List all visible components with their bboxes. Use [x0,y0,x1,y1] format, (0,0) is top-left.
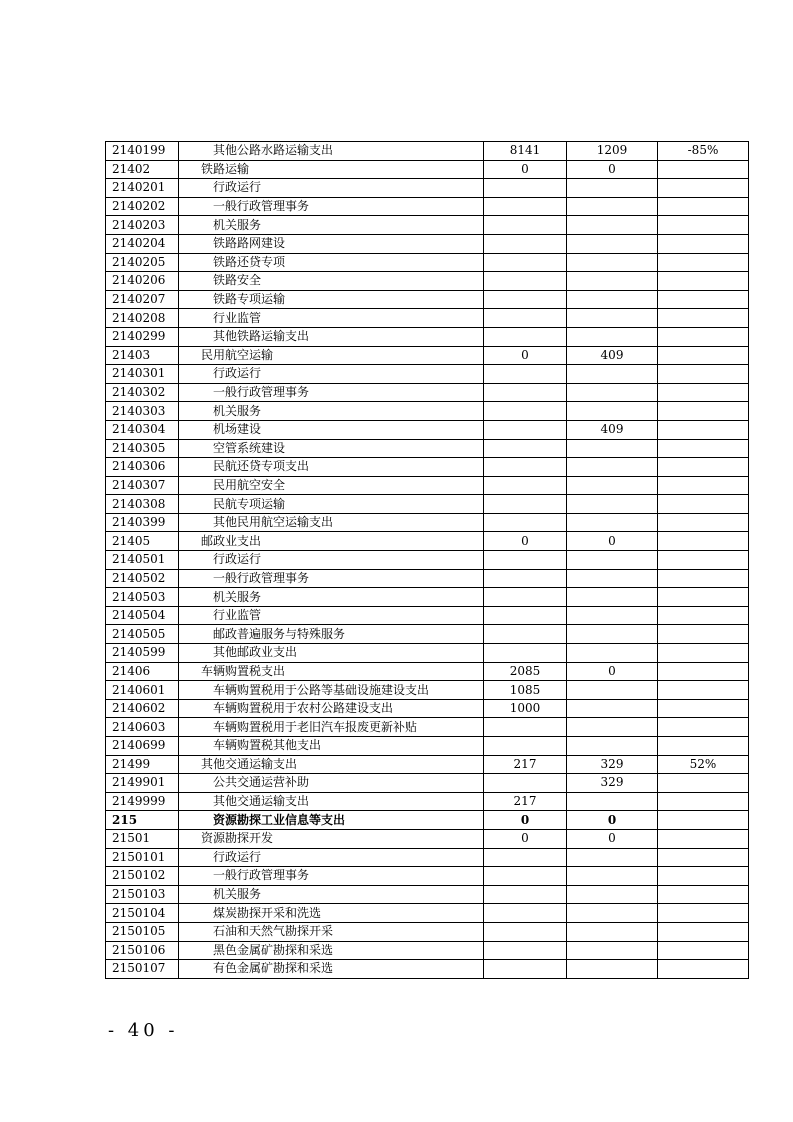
row-value-1 [484,327,567,346]
table-row [106,346,749,365]
row-value-1: 0 [484,532,567,551]
row-value-2 [567,234,658,253]
row-value-3 [658,402,749,421]
row-name: 民用航空运输 [179,346,484,365]
row-value-3 [658,848,749,867]
table-row [106,867,749,886]
row-code: 2140206 [106,272,179,291]
budget-table [105,141,749,979]
row-value-2 [567,588,658,607]
row-value-1 [484,197,567,216]
row-value-2 [567,922,658,941]
row-name: 一般行政管理事务 [179,383,484,402]
row-name: 空管系统建设 [179,439,484,458]
row-value-3 [658,290,749,309]
row-value-2: 0 [567,662,658,681]
row-value-2 [567,272,658,291]
table-row [106,829,749,848]
row-name: 车辆购置税用于公路等基础设施建设支出 [179,681,484,700]
row-code: 2150106 [106,941,179,960]
table-row [106,588,749,607]
row-code: 2140201 [106,179,179,198]
row-value-3 [658,885,749,904]
row-value-1: 0 [484,829,567,848]
row-value-3 [658,811,749,830]
row-value-2 [567,216,658,235]
row-name: 机关服务 [179,588,484,607]
row-name: 行政运行 [179,365,484,384]
row-name: 其他交通运输支出 [179,755,484,774]
row-value-2 [567,402,658,421]
row-value-1 [484,848,567,867]
row-value-3 [658,960,749,979]
row-name: 行业监管 [179,309,484,328]
row-value-1 [484,402,567,421]
row-value-1 [484,774,567,793]
row-value-3 [658,588,749,607]
row-code: 2140199 [106,142,179,161]
table-row [106,885,749,904]
table-row [106,327,749,346]
row-value-1: 0 [484,160,567,179]
row-value-3 [658,718,749,737]
row-code: 2150105 [106,922,179,941]
row-value-1: 217 [484,755,567,774]
row-value-3 [658,532,749,551]
row-value-3 [658,197,749,216]
row-name: 机场建设 [179,420,484,439]
row-name: 行政运行 [179,848,484,867]
row-value-1: 2085 [484,662,567,681]
row-code: 2140602 [106,699,179,718]
table-row [106,513,749,532]
table-row [106,699,749,718]
row-name: 一般行政管理事务 [179,867,484,886]
table-row [106,960,749,979]
row-value-3 [658,272,749,291]
row-value-2 [567,551,658,570]
table-row [106,290,749,309]
table-row [106,216,749,235]
row-code: 2150107 [106,960,179,979]
row-value-1 [484,737,567,756]
row-value-1 [484,439,567,458]
row-value-3 [658,179,749,198]
row-name: 民用航空安全 [179,476,484,495]
row-value-1 [484,922,567,941]
row-value-2 [567,848,658,867]
table-row [106,234,749,253]
row-value-3: 52% [658,755,749,774]
row-value-1 [484,420,567,439]
row-code: 2140301 [106,365,179,384]
table-row [106,197,749,216]
row-code: 2140305 [106,439,179,458]
row-value-1 [484,569,567,588]
table-row [106,681,749,700]
row-code: 2140208 [106,309,179,328]
row-name: 其他民用航空运输支出 [179,513,484,532]
table-row [106,904,749,923]
row-value-2 [567,625,658,644]
row-value-3 [658,216,749,235]
row-value-2 [567,327,658,346]
row-value-2 [567,495,658,514]
row-value-2: 0 [567,811,658,830]
row-name: 邮政普遍服务与特殊服务 [179,625,484,644]
row-value-1 [484,272,567,291]
row-value-3 [658,346,749,365]
row-name: 黑色金属矿勘探和采选 [179,941,484,960]
row-value-2 [567,458,658,477]
row-name: 机关服务 [179,216,484,235]
row-value-2 [567,383,658,402]
row-name: 其他公路水路运输支出 [179,142,484,161]
table-row [106,737,749,756]
row-value-1 [484,941,567,960]
row-name: 一般行政管理事务 [179,197,484,216]
row-value-1 [484,551,567,570]
row-code: 2140307 [106,476,179,495]
row-name: 铁路还贷专项 [179,253,484,272]
row-name: 行政运行 [179,551,484,570]
row-code: 2140603 [106,718,179,737]
row-code: 2140203 [106,216,179,235]
row-value-2 [567,792,658,811]
row-value-3 [658,365,749,384]
row-value-1 [484,365,567,384]
row-code: 2140202 [106,197,179,216]
row-value-3 [658,699,749,718]
row-name: 其他交通运输支出 [179,792,484,811]
row-code: 21501 [106,829,179,848]
table-row [106,941,749,960]
row-code: 2140503 [106,588,179,607]
row-value-2 [567,309,658,328]
row-code: 21402 [106,160,179,179]
row-value-2 [567,904,658,923]
row-value-2: 409 [567,420,658,439]
row-value-1 [484,625,567,644]
row-value-3 [658,551,749,570]
row-value-2 [567,718,658,737]
row-value-2: 329 [567,755,658,774]
row-value-2 [567,253,658,272]
row-code: 2140303 [106,402,179,421]
row-value-2 [567,885,658,904]
table-row [106,922,749,941]
row-code: 2140699 [106,737,179,756]
table-row [106,755,749,774]
row-code: 2149901 [106,774,179,793]
row-name: 资源勘探工业信息等支出 [179,811,484,830]
row-value-2 [567,476,658,495]
row-code: 2140399 [106,513,179,532]
row-value-3 [658,662,749,681]
row-value-2 [567,513,658,532]
table-row [106,402,749,421]
row-value-3 [658,774,749,793]
row-value-3 [658,253,749,272]
table-row [106,160,749,179]
row-value-3 [658,476,749,495]
row-value-1 [484,458,567,477]
row-name: 机关服务 [179,885,484,904]
row-code: 21403 [106,346,179,365]
table-row [106,476,749,495]
table-row [106,179,749,198]
row-value-1: 0 [484,811,567,830]
table-row [106,420,749,439]
row-value-1 [484,644,567,663]
table-row [106,439,749,458]
table-row [106,272,749,291]
row-value-1: 217 [484,792,567,811]
row-code: 2140599 [106,644,179,663]
row-name: 车辆购置税其他支出 [179,737,484,756]
row-value-3 [658,922,749,941]
row-value-3 [658,439,749,458]
row-code: 21406 [106,662,179,681]
row-value-3 [658,327,749,346]
row-name: 一般行政管理事务 [179,569,484,588]
row-name: 铁路专项运输 [179,290,484,309]
row-value-3: -85% [658,142,749,161]
table-row [106,606,749,625]
table-row [106,309,749,328]
row-code: 2140505 [106,625,179,644]
row-value-1: 8141 [484,142,567,161]
row-name: 民航还贷专项支出 [179,458,484,477]
row-name: 其他铁路运输支出 [179,327,484,346]
row-code: 2140601 [106,681,179,700]
row-code: 21405 [106,532,179,551]
row-value-2 [567,941,658,960]
row-value-3 [658,234,749,253]
table-row [106,551,749,570]
table-row [106,495,749,514]
row-value-1 [484,309,567,328]
row-value-2: 0 [567,532,658,551]
row-value-2 [567,960,658,979]
row-value-2: 1209 [567,142,658,161]
row-name: 其他邮政业支出 [179,644,484,663]
row-value-3 [658,606,749,625]
row-code: 2140502 [106,569,179,588]
row-value-3 [658,458,749,477]
table-row [106,718,749,737]
table-row [106,792,749,811]
row-value-3 [658,420,749,439]
row-value-2 [567,179,658,198]
row-value-2 [567,197,658,216]
row-code: 2140304 [106,420,179,439]
page-number: - 40 - [108,1020,179,1041]
table-row [106,383,749,402]
row-value-1 [484,495,567,514]
row-value-1 [484,179,567,198]
row-value-1 [484,885,567,904]
row-code: 2150104 [106,904,179,923]
row-name: 煤炭勘探开采和洗选 [179,904,484,923]
row-code: 2150103 [106,885,179,904]
row-value-3 [658,160,749,179]
row-value-2: 0 [567,160,658,179]
row-value-3 [658,383,749,402]
row-value-2 [567,569,658,588]
row-name: 机关服务 [179,402,484,421]
row-value-2 [567,681,658,700]
table-row [106,458,749,477]
table-row [106,625,749,644]
row-code: 2140306 [106,458,179,477]
row-name: 行业监管 [179,606,484,625]
row-value-3 [658,495,749,514]
row-value-2 [567,606,658,625]
row-name: 铁路路网建设 [179,234,484,253]
row-value-3 [658,941,749,960]
row-code: 2140308 [106,495,179,514]
row-name: 石油和天然气勘探开采 [179,922,484,941]
row-code: 2140504 [106,606,179,625]
row-name: 铁路安全 [179,272,484,291]
row-value-1: 0 [484,346,567,365]
row-code: 2149999 [106,792,179,811]
row-value-1 [484,253,567,272]
row-name: 车辆购置税用于老旧汽车报废更新补贴 [179,718,484,737]
row-code: 2140501 [106,551,179,570]
row-name: 铁路运输 [179,160,484,179]
row-name: 有色金属矿勘探和采选 [179,960,484,979]
table-row [106,848,749,867]
row-code: 2140299 [106,327,179,346]
row-value-3 [658,644,749,663]
row-value-3 [658,904,749,923]
row-name: 公共交通运营补助 [179,774,484,793]
row-name: 邮政业支出 [179,532,484,551]
row-value-3 [658,309,749,328]
row-value-1 [484,290,567,309]
row-code: 2140207 [106,290,179,309]
table-row [106,644,749,663]
row-value-2 [567,439,658,458]
row-value-2: 0 [567,829,658,848]
row-value-1: 1000 [484,699,567,718]
row-value-1 [484,904,567,923]
row-value-1 [484,606,567,625]
row-value-1: 1085 [484,681,567,700]
row-value-2 [567,290,658,309]
row-name: 车辆购置税支出 [179,662,484,681]
table-row [106,142,749,161]
row-value-2 [567,737,658,756]
row-value-1 [484,588,567,607]
row-value-2 [567,867,658,886]
row-code: 2140205 [106,253,179,272]
row-value-3 [658,792,749,811]
row-value-2 [567,365,658,384]
row-value-3 [658,569,749,588]
row-value-3 [658,737,749,756]
row-name: 车辆购置税用于农村公路建设支出 [179,699,484,718]
row-code: 2140302 [106,383,179,402]
row-value-2 [567,699,658,718]
row-code: 2150101 [106,848,179,867]
row-value-1 [484,718,567,737]
row-value-3 [658,867,749,886]
row-code: 215 [106,811,179,830]
row-code: 2150102 [106,867,179,886]
table-row [106,662,749,681]
row-code: 21499 [106,755,179,774]
row-value-1 [484,513,567,532]
row-code: 2140204 [106,234,179,253]
table-row [106,253,749,272]
row-value-1 [484,383,567,402]
row-value-2 [567,644,658,663]
row-value-1 [484,476,567,495]
row-value-3 [658,681,749,700]
table-row [106,774,749,793]
row-value-1 [484,216,567,235]
row-name: 行政运行 [179,179,484,198]
table-row [106,365,749,384]
row-value-3 [658,625,749,644]
row-value-2: 409 [567,346,658,365]
row-value-1 [484,867,567,886]
table-row [106,811,749,830]
table-row [106,532,749,551]
row-name: 民航专项运输 [179,495,484,514]
row-value-1 [484,960,567,979]
row-value-1 [484,234,567,253]
row-value-3 [658,513,749,532]
row-name: 资源勘探开发 [179,829,484,848]
table-row [106,569,749,588]
row-value-3 [658,829,749,848]
row-value-2: 329 [567,774,658,793]
